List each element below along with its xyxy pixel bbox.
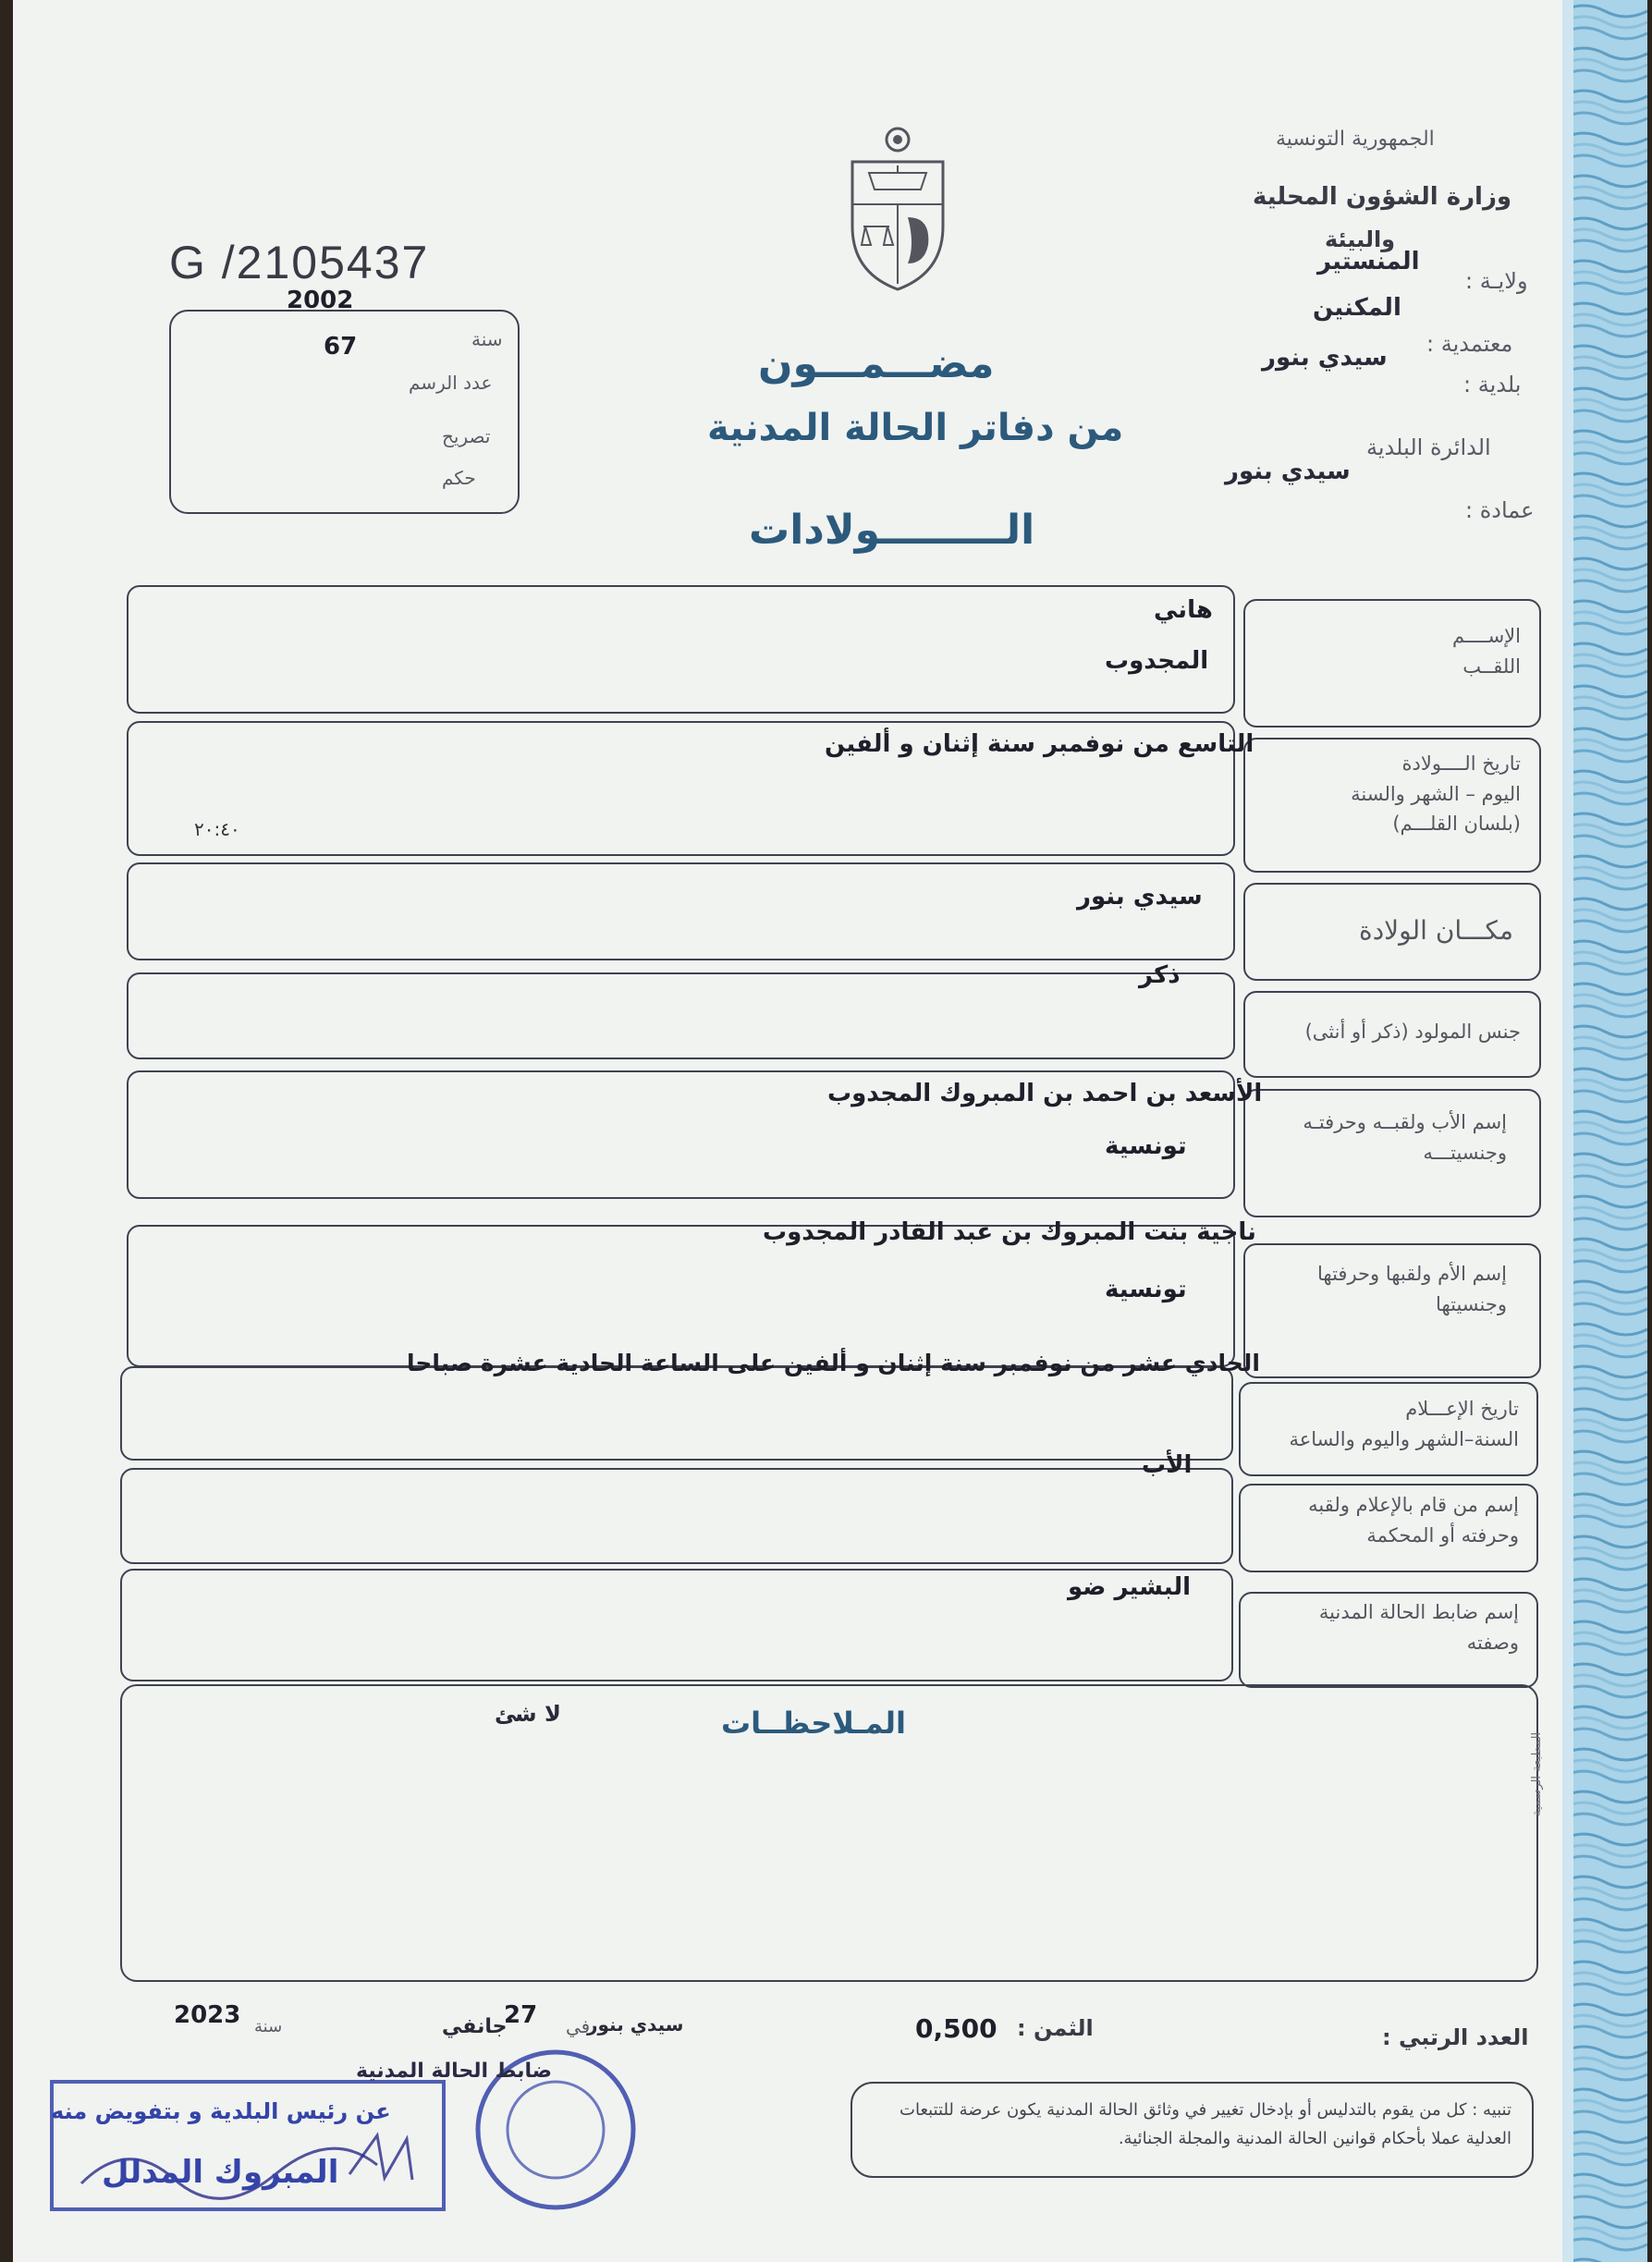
field-value-box [120,1468,1233,1564]
field-label: إسم الأب ولقبــه وحرفتـه وجنسيتـــه [1303,1111,1507,1164]
ministry-extra-label: والبيئة [1325,226,1396,252]
footer-in-word: في [566,2015,591,2037]
registry-declaration-label: تصريح [442,425,491,447]
field-value-declarant: الأب [1142,1451,1193,1479]
field-value-declaration-date: الحادي عشر من نوفمبر سنة إثنان و ألفين على الساعة الحادية عشرة صباحا [407,1350,1260,1376]
field-label: الإســــم اللقــب [1452,625,1521,678]
field-value-birth-place: سيدي بنور [1077,883,1203,911]
field-value-first-name: هاني [1154,596,1213,624]
field-value-gender: ذكر [1139,961,1181,989]
daira-label: الدائرة البلدية [1366,434,1491,460]
tunisia-coat-of-arms-icon [843,125,952,293]
field-value-officer: البشير ضو [1068,1573,1192,1601]
field-value-box [127,1225,1235,1367]
wilaya-value: المنستير [1317,248,1420,275]
price-value: 0,500 [915,2013,997,2044]
title-line1: مضـــمـــون [758,340,995,387]
warning-text: تنبيه : كل من يقوم بالتدليس أو بإدخال تغيير في وثائق الحالة المدنية يكون عرضة للتتبعات العدلية عملا بأحكام قوانين الحالة المدنية والمجلة الجنائية. [899,2100,1511,2148]
field-label: جنس المولود (ذكر أو أنثى) [1304,1021,1521,1043]
republic-label: الجمهورية التونسية [1276,128,1435,151]
field-value-last-name: المجدوب [1105,647,1209,675]
field-value-box [127,862,1235,960]
field-value-box [127,585,1235,714]
price-label: الثمن : [1017,2015,1094,2041]
registry-year-value: 2002 [287,287,354,314]
field-label: إسم من قام بالإعلام ولقبه وحرفته أو المحكمة [1308,1494,1519,1547]
printer-mark: المطبعة الرسمية [1530,1731,1544,1816]
remarks-label: المـلاحظــات [721,1706,906,1741]
wilaya-label: ولايـة : [1465,268,1528,294]
registry-number-value: 67 [324,333,358,361]
title-line2: من دفاتر الحالة المدنية [707,407,1124,449]
moatamadia-label: معتمدية : [1426,331,1513,357]
field-label: مكـــان الولادة [1359,915,1513,946]
registry-number-label: عدد الرسم [409,372,493,394]
omada-label: عمادة : [1465,497,1535,523]
baladia-value: سيدي بنور [1262,344,1388,372]
remarks-value: لا شئ [495,1701,561,1727]
birth-time-note: ٢٠:٤٠ [194,818,240,840]
footer-day: 27 [504,2001,538,2029]
registry-year-label: سنة [471,328,503,350]
field-value-mother-nationality: تونسية [1105,1276,1187,1303]
serial-order-label: العدد الرتبي : [1382,2024,1529,2050]
footer-place: سيدي بنور [587,2013,684,2036]
field-value-mother-name: ناجية بنت المبروك بن عبد القادر المجدوب [763,1218,1256,1246]
field-value-birth-date: التاسع من نوفمبر سنة إثنان و ألفين [825,730,1254,758]
field-label: تاريخ الــــولادة اليوم – الشهر والسنة (بلسان القلـــم) [1351,752,1521,836]
ministry-label: وزارة الشؤون المحلية [1253,183,1512,211]
field-label: إسم الأم ولقبها وحرفتها وجنسيتها [1317,1263,1507,1315]
stamp-line1: عن رئيس البلدية و بتفويض منه [51,2098,391,2124]
serial-number: G /2105437 [169,237,430,288]
baladia-label: بلدية : [1463,372,1522,397]
field-value-father-name: الأسعد بن احمد بن المبروك المجدوب [827,1080,1263,1107]
moatamadia-value: المكنين [1313,294,1401,322]
footer-year-value: 2023 [174,2001,241,2029]
footer-month: جانفي [442,2015,508,2038]
field-value-father-nationality: تونسية [1105,1132,1187,1160]
field-label: تاريخ الإعـــلام السنة–الشهر واليوم والساعة [1289,1398,1519,1450]
footer-year-label: سنة [254,2017,283,2036]
field-value-box [120,1569,1233,1681]
stamp-line2: المبروك المدلل [102,2154,339,2191]
registry-judgment-label: حكم [442,467,476,489]
daira-value: سيدي بنور [1225,458,1351,485]
field-value-box [127,972,1235,1059]
stamp-title: ضابط الحالة المدنية [356,2060,553,2083]
section-title: الـــــــــولادات [749,507,1035,554]
field-value-box [120,1366,1233,1461]
field-label: إسم ضابط الحالة المدنية وصفته [1318,1601,1519,1654]
decorative-border-right [1562,0,1647,2262]
